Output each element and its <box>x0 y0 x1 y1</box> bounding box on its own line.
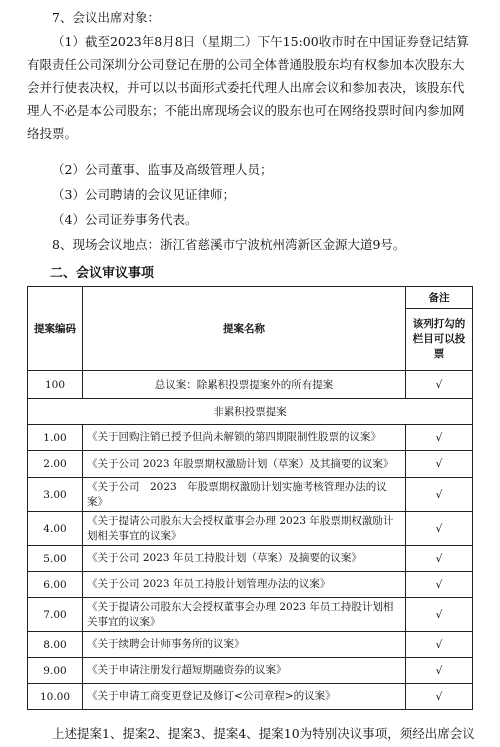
row-name: 《关于公司 2023 年股票期权激励计划实施考核管理办法的议案》 <box>83 478 406 512</box>
row-code: 7.00 <box>28 598 83 632</box>
row-mark: √ <box>406 478 473 512</box>
table-row <box>28 598 473 632</box>
table-row <box>28 451 473 478</box>
header-remark-sub: 该列打勾的栏目可以投票 <box>406 309 473 371</box>
row-code: 10.00 <box>28 684 83 710</box>
row-mark: √ <box>406 684 473 710</box>
item-7-4-text: （4）公司证券事务代表。 <box>52 212 198 227</box>
row-name: 《关于申请工商变更登记及修订<公司章程>的议案》 <box>83 684 406 710</box>
table-row <box>28 425 473 451</box>
total-mark: √ <box>406 371 473 399</box>
row-name: 《关于公司 2023 年员工持股计划管理办法的议案》 <box>83 572 406 598</box>
row-code: 9.00 <box>28 658 83 684</box>
row-mark: √ <box>406 425 473 451</box>
table-row <box>28 658 473 684</box>
row-mark: √ <box>406 512 473 546</box>
group-label: 非累积投票提案 <box>28 399 473 425</box>
item-8-text: 8、现场会议地点：浙江省慈溪市宁波杭州湾新区金源大道9号。 <box>52 237 406 252</box>
header-remark: 备注 <box>406 287 473 309</box>
item-7-3-text: （3）公司聘请的会议见证律师； <box>52 187 235 202</box>
table-row <box>28 684 473 710</box>
table-row <box>28 478 473 512</box>
total-code: 100 <box>28 371 83 399</box>
row-code: 8.00 <box>28 632 83 658</box>
row-code: 1.00 <box>28 425 83 451</box>
footer-text: 上述提案1、提案2、提案3、提案4、提案10为特别决议事项，须经出席会议 <box>52 726 475 741</box>
header-code: 提案编码 <box>28 287 83 371</box>
table-row-total <box>28 371 473 399</box>
row-code: 2.00 <box>28 451 83 478</box>
item-7-1-text: （1）截至2023年8月8日（星期二）下午15:00收市时在中国证券登记结算有限责任公司深圳分公司登记在册的公司全体普通股股东均有权参加本次股东大会并行使表决权，并可以以书面形式委托代理人出席会议和参加表决，该股东代理人不必是本公司股东；不能出席现场会议的股东也可在网络投票时间内参加网络投票。 <box>27 34 469 141</box>
row-name: 《关于提请公司股东大会授权董事会办理 2023 年员工持股计划相关事宜的议案》 <box>83 598 406 632</box>
total-name: 总议案：除累积投票提案外的所有提案 <box>83 371 406 399</box>
row-mark: √ <box>406 572 473 598</box>
table-row <box>28 546 473 572</box>
row-name: 《关于续聘会计师事务所的议案》 <box>83 632 406 658</box>
table-row <box>28 512 473 546</box>
row-code: 3.00 <box>28 478 83 512</box>
row-name: 《关于申请注册发行超短期融资券的议案》 <box>83 658 406 684</box>
row-mark: √ <box>406 632 473 658</box>
row-mark: √ <box>406 451 473 478</box>
item-7-2-text: （2）公司董事、监事及高级管理人员； <box>52 162 273 177</box>
row-name: 《关于公司 2023 年员工持股计划（草案）及摘要的议案》 <box>83 546 406 572</box>
row-code: 6.00 <box>28 572 83 598</box>
table-row <box>28 632 473 658</box>
row-mark: √ <box>406 598 473 632</box>
row-name: 《关于提请公司股东大会授权董事会办理 2023 年股票期权激励计划相关事宜的议案》 <box>83 512 406 546</box>
row-name: 《关于公司 2023 年股票期权激励计划（草案）及其摘要的议案》 <box>83 451 406 478</box>
table-row <box>28 572 473 598</box>
item-7-heading: 7、会议出席对象： <box>52 10 160 25</box>
row-mark: √ <box>406 658 473 684</box>
row-code: 4.00 <box>28 512 83 546</box>
header-name: 提案名称 <box>83 287 406 371</box>
row-name: 《关于回购注销已授予但尚未解锁的第四期限制性股票的议案》 <box>83 425 406 451</box>
section-title: 二、会议审议事项 <box>50 266 155 281</box>
proposal-table <box>27 286 473 710</box>
row-code: 5.00 <box>28 546 83 572</box>
row-mark: √ <box>406 546 473 572</box>
